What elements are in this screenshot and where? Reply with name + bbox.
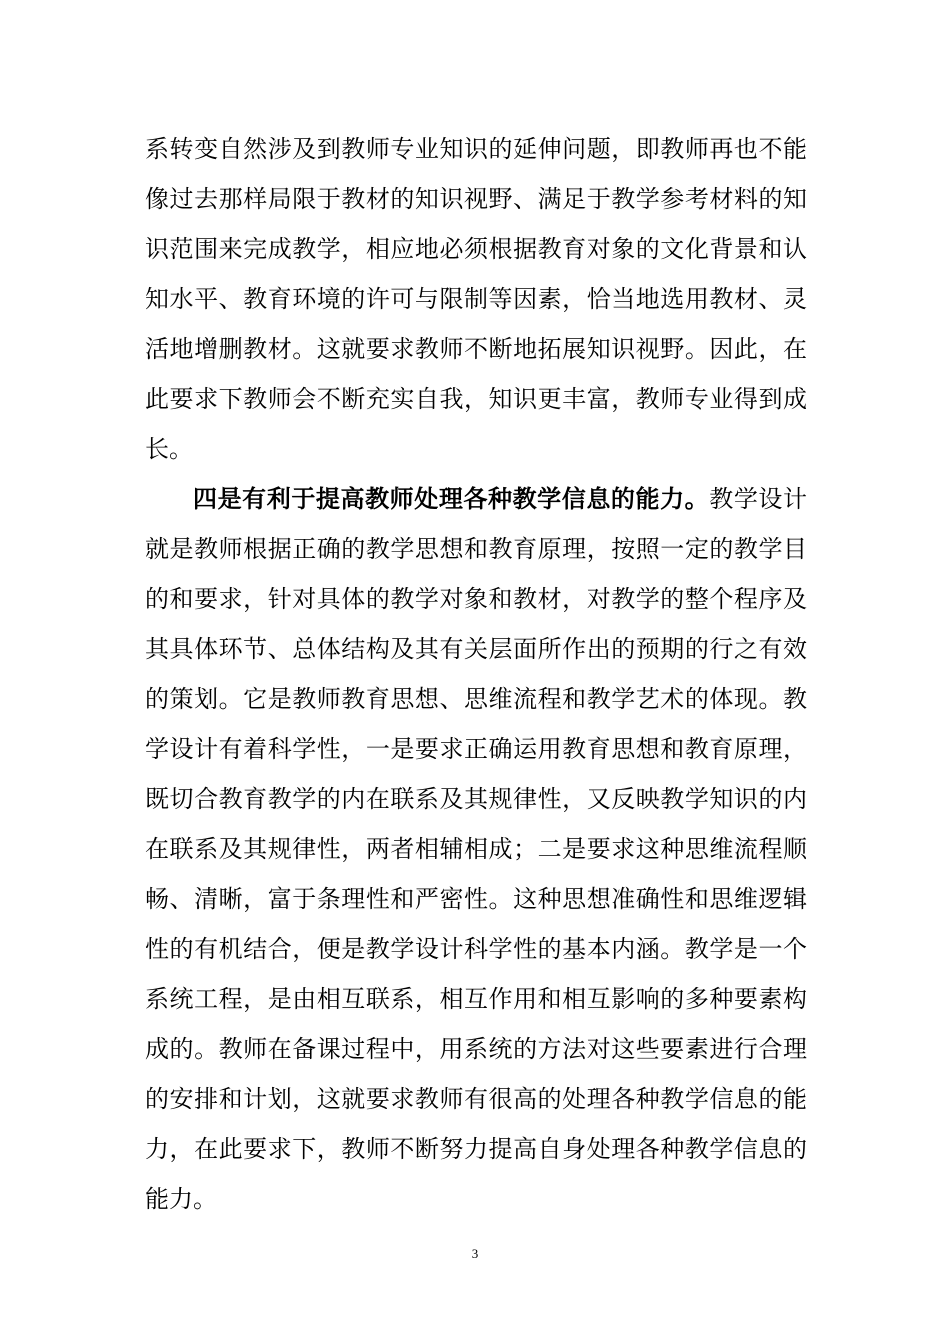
paragraph-point-four <box>145 474 807 1224</box>
paragraph-text: 教学设计就是教师根据正确的教学思想和教育原理，按照一定的教学目的和要求，针对具体的教学对象和教材，对教学的整个程序及其具体环节、总体结构及其有关层面所作出的预期的行之有效的策划。它是教师教育思想、思维流程和教学艺术的体现。教学设计有着科学性，一是要求正确运用教育思想和教育原理，既切合教育教学的内在联系及其规律性，又反映教学知识的内在联系及其规律性，两者相辅相成；二是要求这种思维流程顺畅、清晰，富于条理性和严密性。这种思想准确性和思维逻辑性的有机结合，便是教学设计科学性的基本内涵。教学是一个系统工程，是由相互联系，相互作用和相互影响的多种要素构成的。教师在备课过程中，用系统的方法对这些要素进行合理的安排和计划，这就要求教师有很高的处理各种教学信息的能力，在此要求下，教师不断努力提高自身处理各种教学信息的能力。 <box>145 485 807 1213</box>
paragraph-heading: 四是有利于提高教师处理各种教学信息的能力。 <box>193 484 710 513</box>
document-body <box>145 124 807 1224</box>
paragraph-text: 系转变自然涉及到教师专业知识的延伸问题，即教师再也不能像过去那样局限于教材的知识视野、满足于教学参考材料的知识范围来完成教学，相应地必须根据教育对象的文化背景和认知水平、教育环境的许可与限制等因素，恰当地选用教材、灵活地增删教材。这就要求教师不断地拓展知识视野。因此，在此要求下教师会不断充实自我，知识更丰富，教师专业得到成长。 <box>145 135 807 463</box>
paragraph-continuation <box>145 124 807 474</box>
page-number: 3 <box>471 1246 479 1261</box>
